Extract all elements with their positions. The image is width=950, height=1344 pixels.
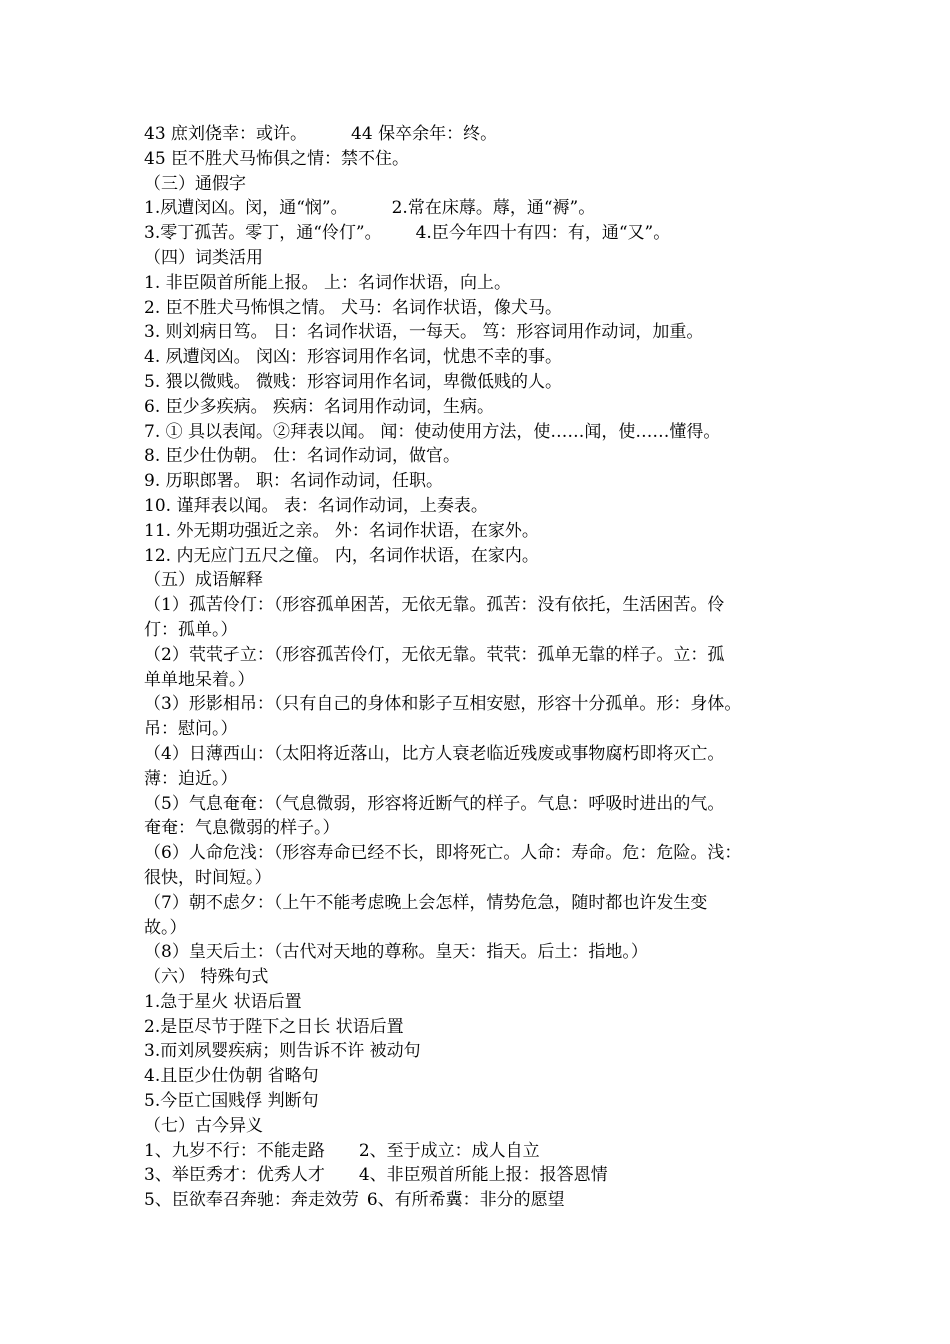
- text-line: （1）孤苦伶仃：（形容孤单困苦，无依无靠。孤苦：没有依托，生活困苦。伶: [144, 595, 725, 616]
- text-line: 薄：迫近。）: [144, 768, 238, 789]
- text-line: 2. 臣不胜犬马怖惧之情。 犬马：名词作状语，像犬马。: [144, 297, 563, 318]
- text-segment: 2.常在床蓐。蓐，通“褥”。: [391, 198, 596, 219]
- text-line: （七）古今异义: [144, 1115, 263, 1136]
- text-line: （6）人命危浅：（形容寿命已经不长，即将死亡。人命：寿命。危：危险。浅：: [144, 843, 742, 864]
- text-line: 3.而刘夙婴疾病；则告诉不许 被动句: [144, 1041, 421, 1062]
- text-line: 奄奄：气息微弱的样子。）: [144, 818, 340, 839]
- text-line: [144, 196, 824, 221]
- text-line: （4）日薄西山：（太阳将近落山，比方人衰老临近残废或事物腐朽即将灭亡。: [144, 743, 725, 764]
- text-line: 5.今臣亡国贱俘 判断句: [144, 1091, 319, 1112]
- text-segment: 1、九岁不行：不能走路: [144, 1140, 325, 1161]
- text-line: （五）成语解释: [144, 570, 263, 591]
- text-segment: 3.零丁孤苦。零丁，通“伶仃”。: [144, 223, 382, 244]
- text-line: 吊：慰问。）: [144, 719, 238, 740]
- text-line: 仃：孤单。）: [144, 619, 238, 640]
- text-segment: 3、举臣秀才：优秀人才: [144, 1165, 325, 1186]
- text-line: [144, 1139, 824, 1164]
- text-segment: 5、臣欲奉召奔驰：奔走效劳: [144, 1190, 359, 1211]
- text-segment: 2、至于成立：成人自立: [358, 1140, 540, 1161]
- text-line: 1. 非臣陨首所能上报。 上：名词作状语，向上。: [144, 272, 512, 293]
- text-line: （5）气息奄奄：（气息微弱，形容将近断气的样子。气息：呼吸时进出的气。: [144, 793, 725, 814]
- text-line: 1.急于星火 状语后置: [144, 991, 302, 1012]
- document-page: [144, 122, 824, 1213]
- text-line: 3. 则刘病日笃。 日：名词作状语，一每天。 笃：形容词用作动词，加重。: [144, 322, 704, 343]
- text-line: 7. ① 具以表闻。②拜表以闻。 闻：使动使用方法，使……闻，使……懂得。: [144, 421, 721, 442]
- text-line: （2）茕茕孑立：（形容孤苦伶仃，无依无靠。茕茕：孤单无靠的样子。立：孤: [144, 644, 725, 665]
- text-line: 4.且臣少仕伪朝 省略句: [144, 1066, 319, 1087]
- text-segment: 1.夙遭闵凶。闵，通“悯”。: [144, 198, 348, 219]
- text-segment: 6、有所希冀：非分的愿望: [366, 1190, 565, 1211]
- text-line: （四）词类活用: [144, 247, 263, 268]
- text-line: （3）形影相吊：（只有自己的身体和影子互相安慰，形容十分孤单。形：身体。: [144, 694, 742, 715]
- text-line: 9. 历职郎署。 职：名词作动词，任职。: [144, 471, 444, 492]
- text-line: （六） 特殊句式: [144, 967, 269, 988]
- text-line: 很快，时间短。）: [144, 867, 272, 888]
- text-line: 5. 猥以微贱。 微贱：形容词用作名词，卑微低贱的人。: [144, 371, 563, 392]
- text-segment: 44 保卒余年：终。: [351, 124, 498, 144]
- text-line: [144, 1163, 824, 1188]
- text-line: [144, 122, 824, 147]
- text-line: 4. 夙遭闵凶。 闵凶：形容词用作名词，忧患不幸的事。: [144, 347, 563, 368]
- text-line: 2.是臣尽节于陛下之日长 状语后置: [144, 1016, 404, 1037]
- text-line: 12. 内无应门五尺之僮。 内，名词作状语，在家内。: [144, 545, 539, 566]
- text-line: [144, 221, 824, 246]
- text-line: 8. 臣少仕伪朝。 仕：名词作动词，做官。: [144, 446, 461, 467]
- text-line: （8）皇天后土：（古代对天地的尊称。皇天：指天。后土：指地。）: [144, 942, 648, 963]
- text-line: [144, 1188, 824, 1213]
- text-line: 45 臣不胜犬马怖俱之情：禁不住。: [144, 148, 410, 169]
- text-line: （三）通假字: [144, 173, 246, 194]
- text-line: 故。）: [144, 917, 187, 938]
- text-segment: 4.臣今年四十有四：有，通“又”。: [415, 223, 671, 244]
- text-segment: 43 庶刘侥幸：或许。: [144, 124, 308, 144]
- text-segment: 4、非臣殒首所能上报：报答恩情: [358, 1165, 608, 1186]
- text-line: （7）朝不虑夕：（上午不能考虑晚上会怎样，情势危急，随时都也许发生变: [144, 892, 708, 913]
- text-line: 10. 谨拜表以闻。 表：名词作动词，上奏表。: [144, 495, 488, 516]
- text-line: 11. 外无期功强近之亲。 外：名词作状语，在家外。: [144, 520, 539, 541]
- text-line: 6. 臣少多疾病。 疾病：名词用作动词，生病。: [144, 396, 495, 417]
- text-line: 单单地呆着。）: [144, 669, 255, 690]
